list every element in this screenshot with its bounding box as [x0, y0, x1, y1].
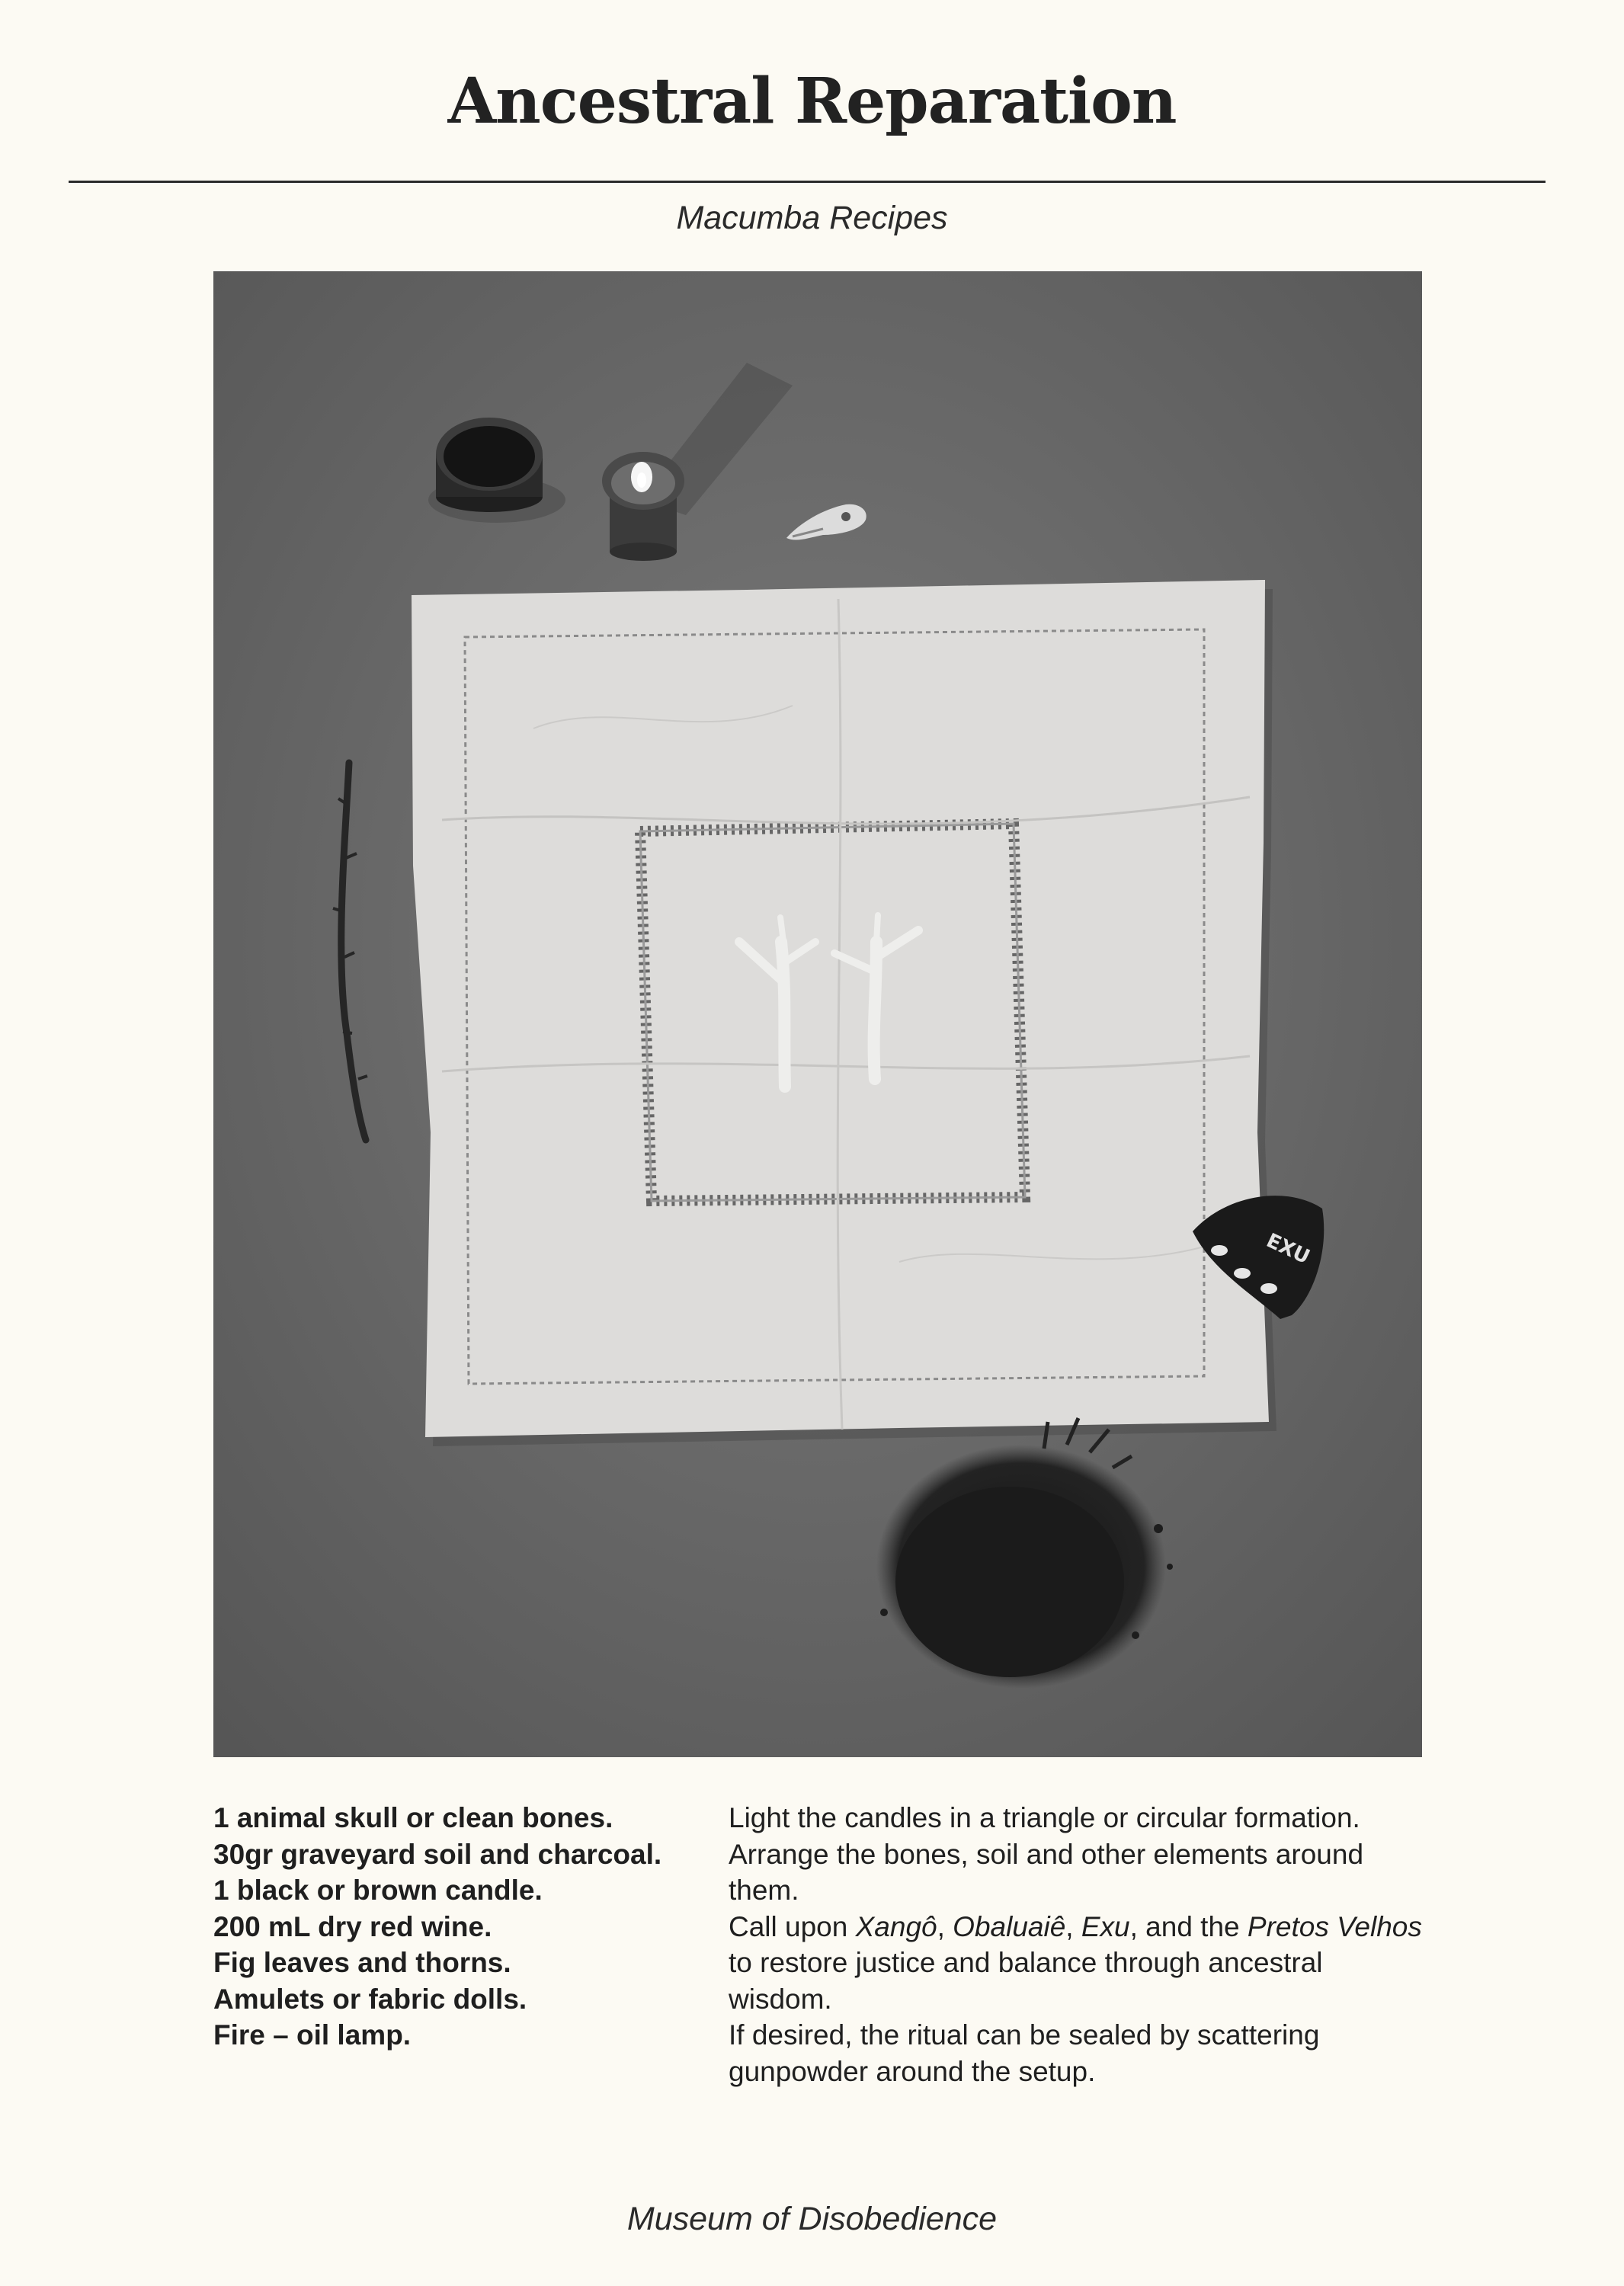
deity-name: Exu [1081, 1910, 1130, 1942]
amulet-label: EXU [1263, 1229, 1314, 1269]
linen-cloth [412, 580, 1276, 1446]
ingredient-item: Fig leaves and thorns. [213, 1947, 511, 1978]
candle [602, 452, 684, 561]
title-divider [69, 181, 1546, 183]
ingredient-item: Amulets or fabric dolls. [213, 1983, 527, 2015]
ingredient-item: Fire – oil lamp. [213, 2019, 412, 2051]
deity-name: Obaluaiê [953, 1910, 1066, 1942]
instruction-text: to restore justice and balance through ancestral wisdom. [729, 1947, 1323, 2015]
page-title: Ancestral Reparation [447, 65, 1177, 138]
instructions [729, 1800, 1430, 2089]
ingredients-list [213, 1800, 701, 2054]
instruction-step [729, 1909, 1430, 2018]
ingredient-item: 200 mL dry red wine. [213, 1910, 492, 1942]
ingredient-item: 1 black or brown candle. [213, 1875, 543, 1906]
ingredient-item: 1 animal skull or clean bones. [213, 1802, 613, 1833]
page-subtitle: Macumba Recipes [676, 200, 948, 236]
deity-name: Xangô [855, 1910, 937, 1942]
instruction-step: Light the candles in a triangle or circular formation. Arrange the bones, soil and other elements around them. [729, 1802, 1364, 1906]
ritual-photograph [213, 271, 1422, 1757]
instruction-text: , [937, 1910, 953, 1942]
instruction-text: , [1065, 1910, 1081, 1942]
deity-name: Pretos Velhos [1247, 1910, 1422, 1942]
instruction-text: Call upon [729, 1910, 856, 1942]
instruction-step: If desired, the ritual can be sealed by scattering gunpowder around the setup. [729, 2019, 1320, 2087]
page-footer: Museum of Disobedience [626, 2201, 998, 2237]
instruction-text: , and the [1129, 1910, 1248, 1942]
wine-cup [436, 418, 543, 512]
ritual-photograph-illustration [213, 271, 1422, 1757]
ingredient-item: 30gr graveyard soil and charcoal. [213, 1838, 662, 1870]
